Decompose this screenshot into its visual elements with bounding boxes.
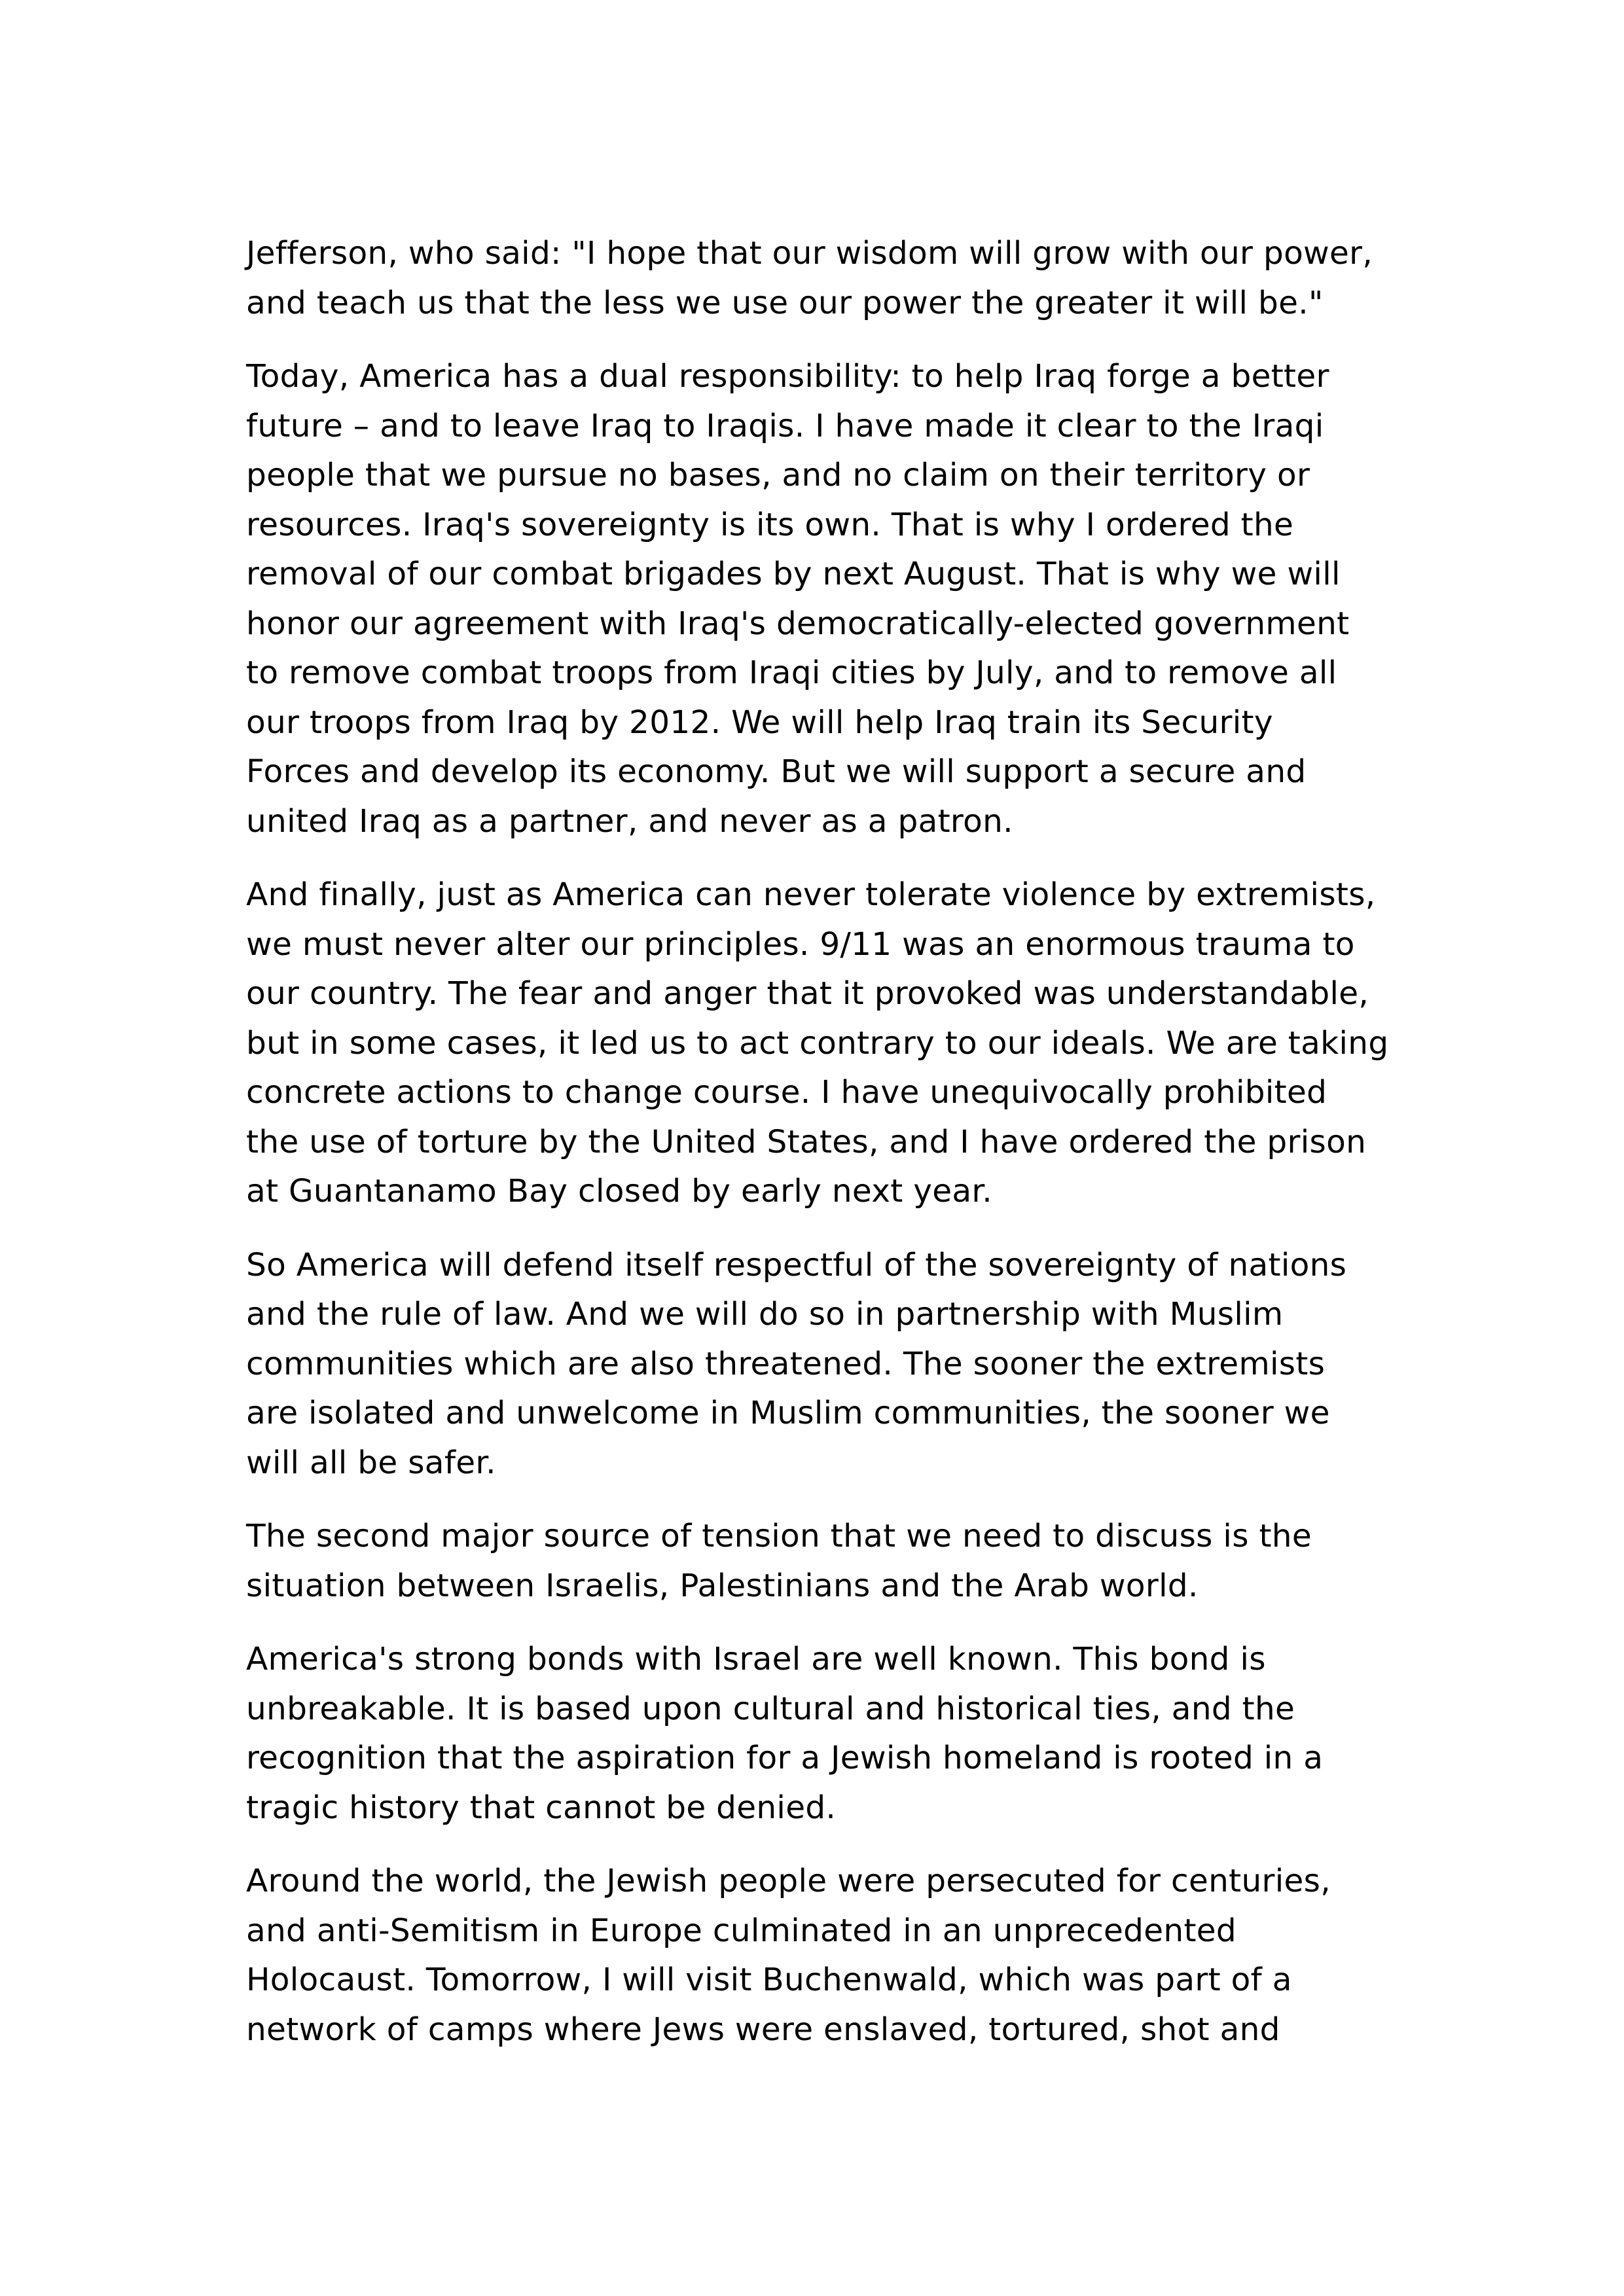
text-line: removal of our combat brigades by next August. That is why we will (246, 556, 1341, 592)
text-line: and anti-Semitism in Europe culminated in an unprecedented (246, 1912, 1236, 1949)
paragraph-principles (246, 870, 1398, 1217)
text-line: at Guantanamo Bay closed by early next year. (246, 1173, 992, 1210)
paragraph-defend (246, 1241, 1398, 1488)
text-line: Forces and develop its economy. But we will support a secure and (246, 753, 1307, 790)
text-line: communities which are also threatened. The sooner the extremists (246, 1345, 1326, 1382)
text-line: and teach us that the less we use our power the greater it will be." (246, 284, 1324, 321)
text-line: we must never alter our principles. 9/11 was an enormous trauma to (246, 925, 1355, 963)
text-line: unbreakable. It is based upon cultural and historical ties, and the (246, 1690, 1295, 1727)
text-line: but in some cases, it led us to act contrary to our ideals. We are taking (246, 1024, 1389, 1062)
paragraph-second-source (246, 1512, 1398, 1611)
text-line: Jefferson, who said: "I hope that our wisdom will grow with our power, (246, 235, 1373, 272)
text-line: Around the world, the Jewish people were persecuted for centuries, (246, 1863, 1331, 1899)
text-line: Holocaust. Tomorrow, I will visit Buchenwald, which was part of a (246, 1962, 1292, 1998)
text-line: and the rule of law. And we will do so in partnership with Muslim (246, 1296, 1284, 1333)
text-line: our country. The fear and anger that it provoked was understandable, (246, 975, 1369, 1012)
text-line: America's strong bonds with Israel are well known. This bond is (246, 1641, 1266, 1677)
text-line: will all be safer. (246, 1444, 496, 1481)
text-line: to remove combat troops from Iraqi cities by July, and to remove all (246, 655, 1337, 691)
text-line: Today, America has a dual responsibility: to help Iraq forge a better (246, 358, 1329, 395)
text-line: So America will defend itself respectful of the sovereignty of nations (246, 1246, 1347, 1283)
text-line: honor our agreement with Iraq's democratically-elected government (246, 605, 1350, 642)
text-line: And finally, just as America can never tolerate violence by extremists, (246, 876, 1376, 913)
text-line: recognition that the aspiration for a Jewish homeland is rooted in a (246, 1740, 1324, 1776)
text-line: The second major source of tension that we need to discuss is the (246, 1518, 1312, 1554)
text-line: concrete actions to change course. I have unequivocally prohibited (246, 1074, 1327, 1111)
text-line: our troops from Iraq by 2012. We will help Iraq train its Security (246, 704, 1273, 741)
text-line: are isolated and unwelcome in Muslim communities, the sooner we (246, 1395, 1330, 1431)
paragraph-persecution (246, 1857, 1398, 2054)
text-line: the use of torture by the United States, and I have ordered the prison (246, 1123, 1367, 1160)
paragraph-bonds (246, 1635, 1398, 1833)
text-line: resources. Iraq's sovereignty is its own. That is why I ordered the (246, 506, 1294, 543)
text-line: future – and to leave Iraq to Iraqis. I have made it clear to the Iraqi (246, 407, 1324, 444)
paragraph-iraq (246, 352, 1398, 846)
text-line: united Iraq as a partner, and never as a patron. (246, 802, 1013, 840)
text-line: network of camps where Jews were enslaved, tortured, shot and (246, 2011, 1280, 2048)
text-line: situation between Israelis, Palestinians and the Arab world. (246, 1567, 1199, 1604)
document-page (246, 229, 1398, 2079)
text-line: people that we pursue no bases, and no claim on their territory or (246, 457, 1310, 493)
paragraph-jefferson-quote (246, 229, 1398, 328)
text-line: tragic history that cannot be denied. (246, 1789, 837, 1826)
